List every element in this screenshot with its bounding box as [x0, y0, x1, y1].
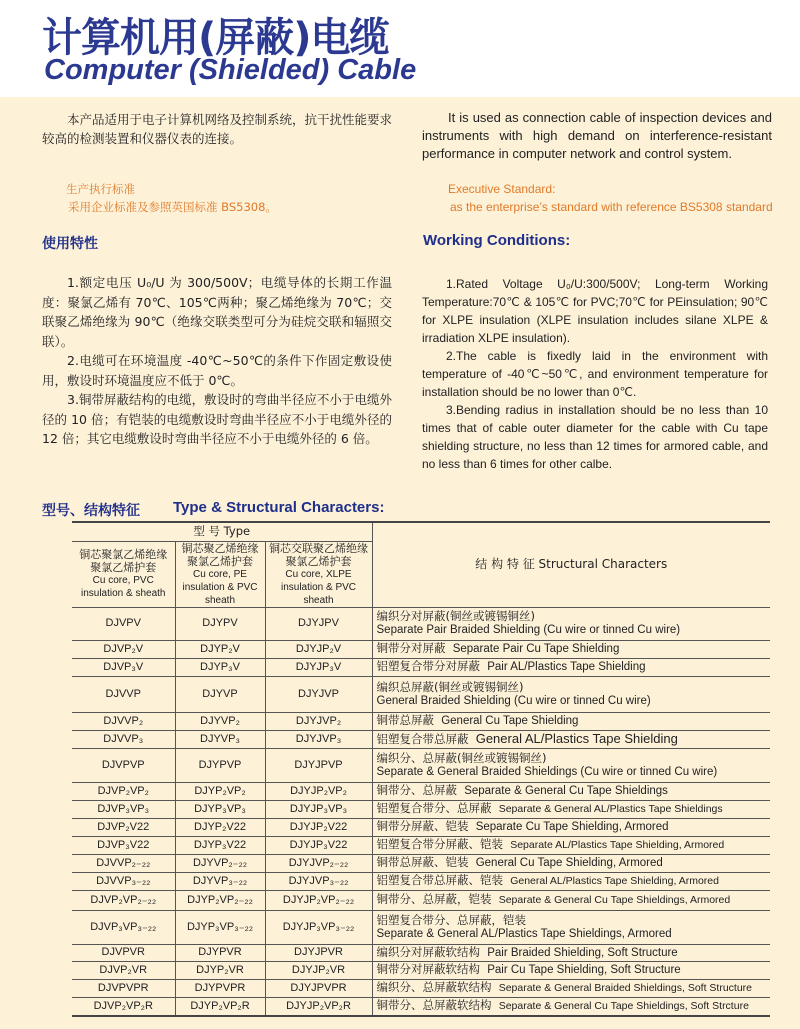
col-header-pe: 铜芯聚乙烯绝缘聚氯乙烯护套 Cu core, PE insulation & PVC sheath — [175, 541, 265, 607]
character-en: Separate & General AL/Plastics Tape Shieldings — [498, 803, 723, 815]
structural-character — [372, 658, 770, 676]
model-pvc: DJVP₃V — [72, 658, 175, 676]
structural-character — [372, 676, 770, 712]
character-en: Separate Pair Cu Tape Shielding — [452, 643, 620, 655]
character-cn: 铜带分、总屏蔽软结构 — [376, 998, 492, 1013]
table-row — [72, 961, 770, 979]
model-xlpe: DJYJP₃VP₃₋₂₂ — [265, 910, 372, 944]
structural-character — [372, 890, 770, 910]
standard-cn-text: 采用企业标准及参照英国标准 BS5308。 — [68, 200, 277, 214]
model-pe: DJYP₃VP₃₋₂₂ — [175, 910, 265, 944]
title-cn: 计算机用(屏蔽)电缆 — [42, 15, 389, 61]
table-row — [72, 658, 770, 676]
table-row — [72, 712, 770, 730]
structural-character — [372, 979, 770, 997]
table-heading-en: Type & Structural Characters: — [173, 499, 385, 516]
model-pe: DJYP₃VP₃ — [175, 800, 265, 818]
model-pe: DJYPV — [175, 607, 265, 640]
structural-character — [372, 944, 770, 961]
model-pvc: DJVPVPR — [72, 979, 175, 997]
model-xlpe: DJYJP₂V22 — [265, 818, 372, 836]
character-en: General Cu Tape Shielding — [441, 715, 579, 727]
table-row — [72, 800, 770, 818]
standard-en-text: as the enterprise’s standard with reference BS5308 standard — [450, 200, 773, 214]
table-row — [72, 872, 770, 890]
condition-cn-2: 2.电缆可在环境温度 -40℃~50℃的条件下作固定敷设使用，敷设时环境温度应不低于 0℃。 — [42, 353, 392, 388]
character-cn: 铜带分对屏蔽软结构 — [376, 962, 480, 976]
model-pvc: DJVPV — [72, 607, 175, 640]
type-header: 型 号 Type — [72, 522, 372, 541]
character-en: Separate & General AL/Plastics Tape Shieldings, Armored — [376, 927, 672, 940]
structural-character — [372, 607, 770, 640]
model-pvc: DJVP₃VP₃ — [72, 800, 175, 818]
model-pvc: DJVPVR — [72, 944, 175, 961]
condition-en-3: 3.Bending radius in installation should be no less than 10 times that of cable outer diameter for the cable with Cu tape shielding structure, no less than 12 times for armored cable, and no less than 6 times for other calbe. — [422, 403, 768, 471]
type-table — [72, 521, 770, 1017]
structural-character — [372, 836, 770, 854]
character-en: General AL/Plastics Tape Shielding, Armored — [510, 875, 719, 887]
model-xlpe: DJYJVP₃₋₂₂ — [265, 872, 372, 890]
standard-cn-label: 生产执行标准 — [66, 182, 135, 196]
model-xlpe: DJYJP₂VR — [265, 961, 372, 979]
character-cn: 铝塑复合带总屏蔽 — [376, 731, 469, 746]
model-pvc: DJVVP₃₋₂₂ — [72, 872, 175, 890]
model-pvc: DJVP₂VP₂R — [72, 997, 175, 1016]
model-pvc: DJVVP₂ — [72, 712, 175, 730]
model-xlpe: DJYJPVR — [265, 944, 372, 961]
table-row — [72, 782, 770, 800]
model-pe: DJYVP — [175, 676, 265, 712]
structural-character — [372, 730, 770, 748]
model-pvc: DJVVP₃ — [72, 730, 175, 748]
character-cn: 编织分对屏蔽软结构 — [376, 944, 480, 959]
model-xlpe: DJYJVP₂₋₂₂ — [265, 854, 372, 872]
character-en: Separate AL/Plastics Tape Shielding, Armored — [510, 839, 725, 851]
model-pe: DJYVP₂₋₂₂ — [175, 854, 265, 872]
intro-cn: 本产品适用于电子计算机网络及控制系统，抗干扰性能要求较高的检测装置和仪器仪表的连接。 — [42, 112, 393, 146]
structural-character — [372, 800, 770, 818]
model-xlpe: DJYJPVPR — [265, 979, 372, 997]
conditions-heading-cn: 使用特性 — [42, 236, 98, 252]
col-header-xlpe: 铜芯交联聚乙烯绝缘聚氯乙烯护套 Cu core, XLPE insulation & PVC sheath — [265, 541, 372, 607]
character-cn: 铜带总屏蔽 — [376, 713, 434, 727]
model-pe: DJYVP₂ — [175, 712, 265, 730]
table-row — [72, 910, 770, 944]
model-pe: DJYPVR — [175, 944, 265, 961]
character-en: Separate Pair Braided Shielding (Cu wire or tinned Cu wire) — [376, 624, 681, 636]
model-pvc: DJVPVP — [72, 748, 175, 782]
conditions-heading-en: Working Conditions: — [423, 232, 571, 249]
table-row — [72, 854, 770, 872]
character-en: General Cu Tape Shielding, Armored — [475, 857, 663, 869]
structural-character — [372, 748, 770, 782]
title-en: Computer (Shielded) Cable — [44, 54, 417, 86]
character-cn: 铝塑复合带分、总屏蔽，铠装 — [376, 912, 526, 927]
model-pvc: DJVVP₂₋₂₂ — [72, 854, 175, 872]
intro-en: It is used as connection cable of inspection devices and instruments with high demand on interference-resistant performance in computer network and control system. — [422, 110, 772, 161]
model-pe: DJYP₂V22 — [175, 818, 265, 836]
model-pvc: DJVP₂V22 — [72, 818, 175, 836]
character-en: Separate & General Braided Shieldings (Cu wire or tinned Cu wire) — [376, 765, 718, 778]
character-cn: 编织分、总屏蔽(铜丝或镀锡铜丝) — [376, 750, 547, 765]
condition-cn-1: 1.额定电压 U₀/U 为 300/500V；电缆导体的长期工作温度：聚氯乙烯有 70℃、105℃两种；聚乙烯绝缘为 70℃；交联聚乙烯绝缘为 90℃（绝缘交联类型可分为硅烷交联和辐照交联）。 — [42, 275, 392, 349]
character-cn: 铜带分对屏蔽 — [376, 641, 446, 655]
model-xlpe: DJYJPV — [265, 607, 372, 640]
model-pe: DJYVP₃ — [175, 730, 265, 748]
character-en: Separate & General Cu Tape Shieldings, Soft Strcture — [498, 1000, 749, 1013]
table-row — [72, 944, 770, 961]
model-pvc: DJVP₃V22 — [72, 836, 175, 854]
col-header-pvc: 铜芯聚氯乙烯绝缘聚氯乙烯护套 Cu core, PVC insulation & sheath — [72, 541, 175, 607]
character-cn: 铜带分、总屏蔽，铠装 — [376, 892, 492, 906]
conditions-cn — [42, 273, 392, 449]
model-pvc: DJVP₂V — [72, 640, 175, 658]
condition-en-1: 1.Rated Voltage U₀/U:300/500V; Long-term Working Temperature:70℃ & 105℃ for PVC;70℃ for PEinsulation; 90℃ for XLPE insulation (XLPE insulation includes silane XLPE & irradiation XLPE insulation). — [422, 277, 768, 345]
structural-character — [372, 872, 770, 890]
table-row — [72, 836, 770, 854]
character-en: Pair AL/Plastics Tape Shielding — [487, 661, 646, 673]
model-xlpe: DJYJVP₂ — [265, 712, 372, 730]
model-pe: DJYP₂V — [175, 640, 265, 658]
table-row — [72, 979, 770, 997]
character-en: General AL/Plastics Tape Shielding — [475, 730, 678, 746]
model-pe: DJYPVP — [175, 748, 265, 782]
model-xlpe: DJYJPVP — [265, 748, 372, 782]
table-row — [72, 676, 770, 712]
table-heading-cn: 型号、结构特征 — [42, 503, 140, 519]
character-en: Pair Braided Shielding, Soft Structure — [487, 946, 678, 959]
character-cn: 铝塑复合带分对屏蔽 — [376, 659, 480, 673]
character-en: General Braided Shielding (Cu wire or tinned Cu wire) — [376, 694, 651, 707]
standard-en-label: Executive Standard: — [448, 182, 556, 196]
character-cn: 编织分、总屏蔽软结构 — [376, 980, 492, 994]
character-cn: 铝塑复合带分、总屏蔽 — [376, 801, 492, 815]
table-row — [72, 730, 770, 748]
character-cn: 编织总屏蔽(铜丝或镀锡铜丝) — [376, 679, 524, 694]
model-xlpe: DJYJP₃VP₃ — [265, 800, 372, 818]
model-xlpe: DJYJVP — [265, 676, 372, 712]
conditions-en — [422, 275, 768, 473]
structural-character — [372, 782, 770, 800]
model-pvc: DJVP₂VP₂₋₂₂ — [72, 890, 175, 910]
character-en: Separate Cu Tape Shielding, Armored — [475, 821, 669, 833]
model-xlpe: DJYJP₂VP₂ — [265, 782, 372, 800]
model-xlpe: DJYJP₂VP₂R — [265, 997, 372, 1016]
character-en: Pair Cu Tape Shielding, Soft Structure — [487, 964, 681, 976]
structural-character — [372, 640, 770, 658]
structural-character — [372, 961, 770, 979]
structural-character — [372, 997, 770, 1016]
model-pe: DJYP₃V22 — [175, 836, 265, 854]
model-xlpe: DJYJP₃V — [265, 658, 372, 676]
model-xlpe: DJYJP₂VP₂₋₂₂ — [265, 890, 372, 910]
character-en: Separate & General Cu Tape Shieldings — [464, 785, 668, 797]
condition-en-2: 2.The cable is fixedly laid in the environment with temperature of -40℃~50℃, and environment temperature for installation should be no lower than 0℃. — [422, 349, 768, 399]
table-row — [72, 748, 770, 782]
model-pe: DJYVP₃₋₂₂ — [175, 872, 265, 890]
model-pe: DJYP₃V — [175, 658, 265, 676]
character-cn: 铝塑复合带分屏蔽、铠装 — [376, 837, 503, 851]
header — [0, 0, 800, 97]
character-cn: 铝塑复合带总屏蔽、铠装 — [376, 873, 503, 887]
model-pe: DJYP₂VP₂₋₂₂ — [175, 890, 265, 910]
model-pe: DJYP₂VP₂R — [175, 997, 265, 1016]
model-xlpe: DJYJVP₃ — [265, 730, 372, 748]
structural-character — [372, 854, 770, 872]
table-row — [72, 890, 770, 910]
model-pvc: DJVP₂VP₂ — [72, 782, 175, 800]
model-pe: DJYPVPR — [175, 979, 265, 997]
model-xlpe: DJYJP₃V22 — [265, 836, 372, 854]
character-cn: 铜带分屏蔽、铠装 — [376, 819, 469, 833]
condition-cn-3: 3.铜带屏蔽结构的电缆，敷设时的弯曲半径应不小于电缆外径的 10 倍；有铠装的电缆敷设时弯曲半径应不小于电缆外径的 12 倍；其它电缆敷设时弯曲半径应不小于电缆外径的 6 倍。 — [42, 392, 392, 446]
structural-character — [372, 818, 770, 836]
model-pvc: DJVP₂VR — [72, 961, 175, 979]
model-pvc: DJVVP — [72, 676, 175, 712]
model-xlpe: DJYJP₂V — [265, 640, 372, 658]
character-cn: 铜带总屏蔽、铠装 — [376, 855, 469, 869]
model-pe: DJYP₂VP₂ — [175, 782, 265, 800]
model-pvc: DJVP₃VP₃₋₂₂ — [72, 910, 175, 944]
structural-character — [372, 910, 770, 944]
table-row — [72, 640, 770, 658]
table-row — [72, 607, 770, 640]
character-cn: 铜带分、总屏蔽 — [376, 783, 457, 797]
model-pe: DJYP₂VR — [175, 961, 265, 979]
structural-character — [372, 712, 770, 730]
character-en: Separate & General Cu Tape Shieldings, Armored — [498, 894, 731, 906]
table-row — [72, 997, 770, 1016]
character-cn: 编织分对屏蔽(铜丝或镀锡铜丝) — [376, 609, 535, 623]
table-row — [72, 818, 770, 836]
character-en: Separate & General Braided Shieldings, Soft Structure — [498, 982, 753, 994]
struct-header: 结 构 特 征 Structural Characters — [372, 522, 770, 607]
